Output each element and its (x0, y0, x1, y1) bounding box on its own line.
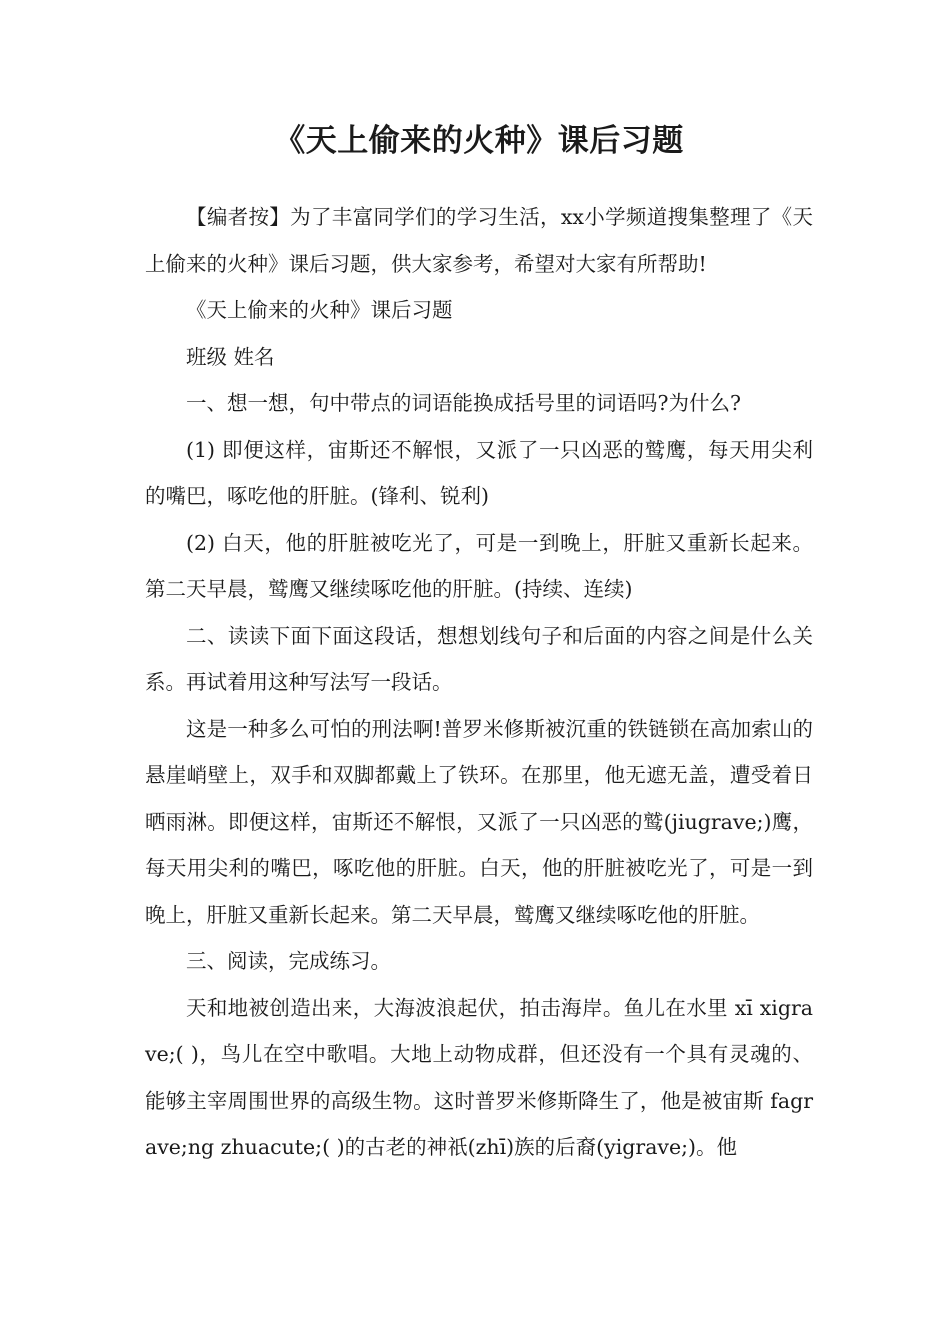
question-two-heading: 二、读读下面下面这段话，想想划线句子和后面的内容之间是什么关系。再试着用这种写法写一段话。 (145, 623, 813, 694)
document-page (145, 118, 813, 1171)
question-one-item-2: (2) 白天，他的肝脏被吃光了，可是一到晚上，肝脏又重新长起来。第二天早晨，鹫鹰又继续啄吃他的肝脏。(持续、连续) (145, 530, 813, 601)
subtitle-paragraph: 《天上偷来的火种》课后习题 (186, 298, 453, 322)
class-name-line: 班级 姓名 (186, 344, 275, 369)
editor-note-paragraph: 【编者按】为了丰富同学们的学习生活，xx小学频道搜集整理了《天上偷来的火种》课后习题，供大家参考，希望对大家有所帮助! (145, 205, 813, 276)
question-three-heading: 三、阅读，完成练习。 (186, 949, 391, 973)
question-two-passage: 这是一种多么可怕的刑法啊!普罗米修斯被沉重的铁链锁在高加索山的悬崖峭壁上，双手和双脚都戴上了铁环。在那里，他无遮无盖，遭受着日晒雨淋。即便这样，宙斯还不解恨，又派了一只凶恶的鹫(jiugrave;)鹰，每天用尖利的嘴巴，啄吃他的肝脏。白天，他的肝脏被吃光了，可是一到晚上，肝脏又重新长起来。第二天早晨，鹫鹰又继续啄吃他的肝脏。 (145, 716, 813, 927)
question-one-item-1: (1) 即便这样，宙斯还不解恨，又派了一只凶恶的鹫鹰，每天用尖利的嘴巴，啄吃他的肝脏。(锋利、锐利) (145, 437, 813, 508)
question-three-passage: 天和地被创造出来，大海波浪起伏，拍击海岸。鱼儿在水里 xī xigrave;( )，鸟儿在空中歌唱。大地上动物成群，但还没有一个具有灵魂的、能够主宰周围世界的高级生物。这时普罗米修斯降生了，他是被宙斯 fagrave;ng zhuacute;( )的古老的神祇(zhī)族的后裔(yigrave;)。他 (145, 995, 813, 1159)
question-one-heading: 一、想一想，句中带点的词语能换成括号里的词语吗?为什么? (186, 391, 741, 415)
document-title: 《天上偷来的火种》课后习题 (274, 123, 684, 159)
